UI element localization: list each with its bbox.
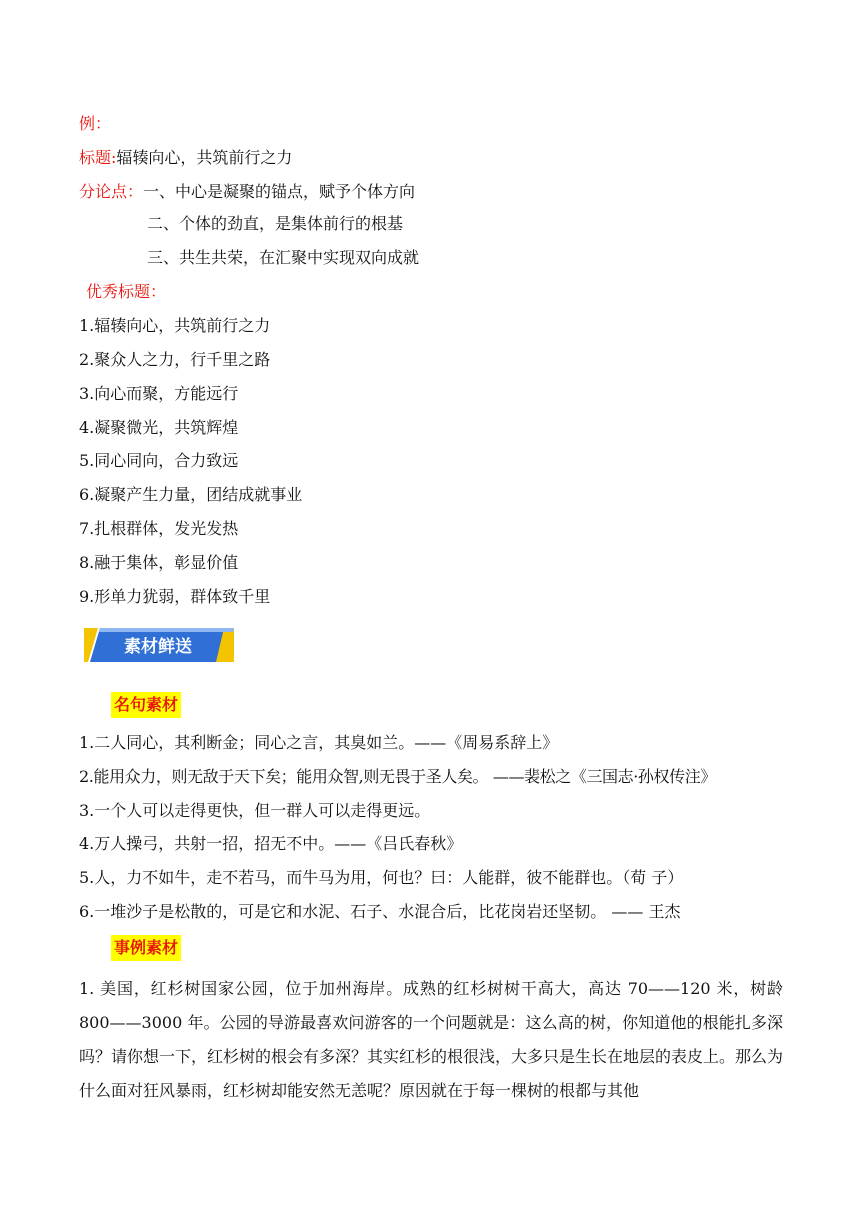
quote-item: 3.一个人可以走得更快，但一群人可以走得更远。 bbox=[79, 801, 431, 820]
material-banner bbox=[84, 622, 234, 666]
subpoint-row bbox=[79, 180, 415, 204]
subpoint-2: 二、个体的劲直，是集体前行的根基 bbox=[147, 214, 404, 233]
quote-item: 2.能用众力，则无敌于天下矣；能用众智,则无畏于圣人矣。 ——裴松之《三国志·孙权传注》 bbox=[79, 767, 716, 786]
quote-item: 1.二人同心，其利断金；同心之言，其臭如兰。——《周易系辞上》 bbox=[79, 733, 559, 752]
excellent-titles-heading: 优秀标题： bbox=[86, 282, 167, 301]
case-paragraph: 1. 美国，红杉树国家公园，位于加州海岸。成熟的红杉树树干高大，高达 70——120 米，树龄 800——3000 年。公园的导游最喜欢问游客的一个问题就是：这么高的树，你知道他的根能扎多深吗？请你想一下，红杉树的根会有多深？其实红杉的根很浅，大多只是生长在地层的表皮上。那么为什么面对狂风暴雨，红杉树却能安然无恙呢？原因就在于每一棵树的根都与其他 bbox=[79, 979, 784, 1100]
subpoint-3: 三、共生共荣，在汇聚中实现双向成就 bbox=[147, 248, 420, 267]
title-item: 4.凝聚微光，共筑辉煌 bbox=[79, 418, 239, 437]
quote-item: 6.一堆沙子是松散的，可是它和水泥、石子、水混合后，比花岗岩还坚韧。 —— 王杰 bbox=[79, 902, 681, 921]
quotes-heading: 名句素材 bbox=[111, 692, 181, 718]
subpoints-label: 分论点： bbox=[79, 182, 144, 201]
example-label: 例： bbox=[79, 114, 112, 133]
banner-text: 素材鲜送 bbox=[124, 637, 192, 657]
title-item: 3.向心而聚，方能远行 bbox=[79, 384, 239, 403]
title-item: 6.凝聚产生力量，团结成就事业 bbox=[79, 485, 303, 504]
title-item: 7.扎根群体，发光发热 bbox=[79, 519, 239, 538]
example-title bbox=[79, 146, 292, 170]
title-item: 9.形单力犹弱，群体致千里 bbox=[79, 587, 271, 606]
title-item: 1.辐辏向心，共筑前行之力 bbox=[79, 316, 271, 335]
subpoint-1: 一、中心是凝聚的锚点，赋予个体方向 bbox=[143, 182, 416, 201]
cases-heading: 事例素材 bbox=[111, 935, 181, 961]
quote-item: 4.万人操弓，共射一招，招无不中。——《吕氏春秋》 bbox=[79, 834, 463, 853]
title-item: 8.融于集体，彰显价值 bbox=[79, 553, 239, 572]
title-text: 辐辏向心，共筑前行之力 bbox=[116, 148, 293, 167]
title-label: 标题: bbox=[79, 148, 117, 167]
title-item: 5.同心同向，合力致远 bbox=[79, 451, 239, 470]
title-item: 2.聚众人之力，行千里之路 bbox=[79, 350, 271, 369]
quote-item: 5.人，力不如牛，走不若马，而牛马为用，何也？曰：人能群，彼不能群也。（荀 子） bbox=[79, 868, 684, 887]
